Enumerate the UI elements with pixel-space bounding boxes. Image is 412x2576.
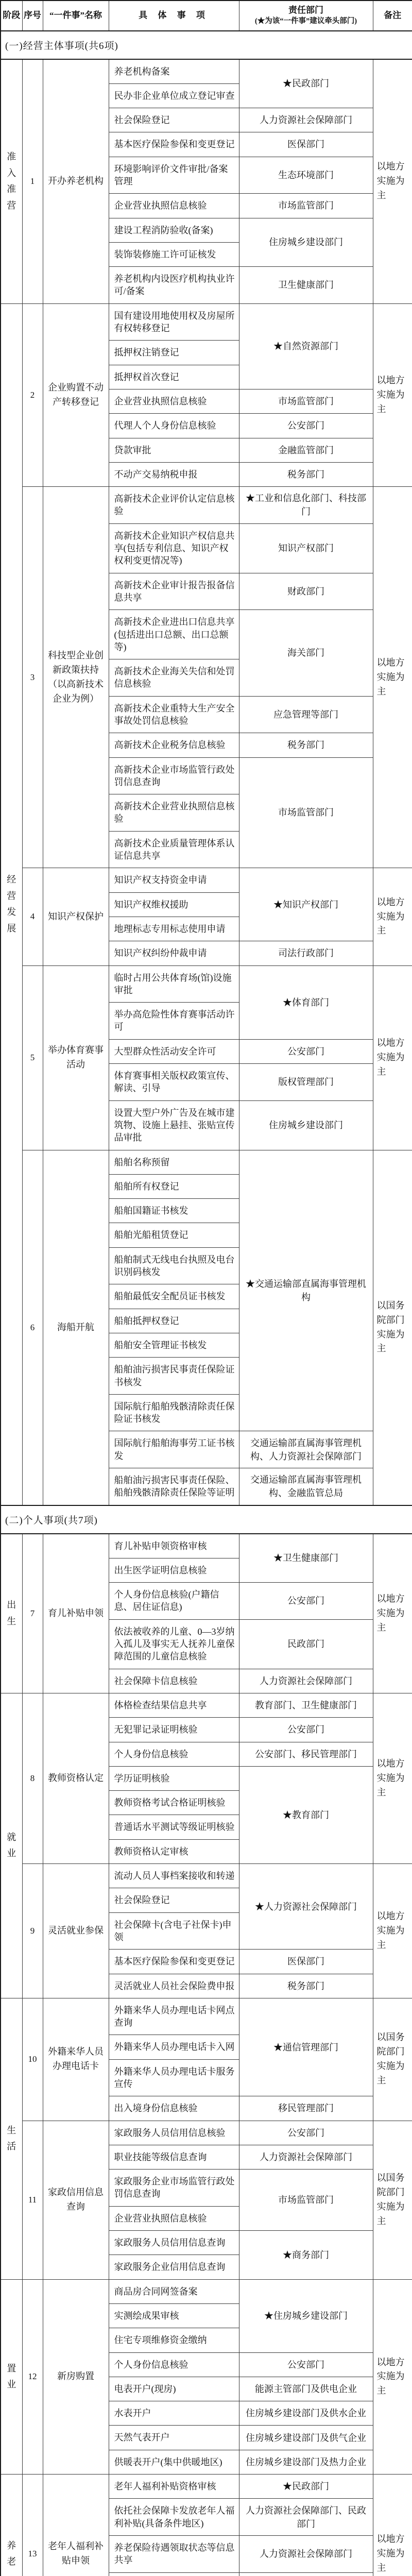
item-cell: 出入境身份信息核验 bbox=[109, 2096, 239, 2121]
item-cell: 高新技术企业进出口信息共享(包括进出口总额、出口总额等) bbox=[109, 610, 239, 659]
item-cell: 基本医疗保险参保和变更登记 bbox=[109, 1950, 239, 1974]
dept-cell: ★民政部门 bbox=[239, 2475, 373, 2499]
item-cell: 职业技能等级信息查询 bbox=[109, 2145, 239, 2169]
item-row bbox=[1, 1534, 412, 1558]
dept-cell: ★教育部门 bbox=[239, 1766, 373, 1863]
stage-cell bbox=[1, 1998, 22, 2279]
stage-cell bbox=[1, 59, 22, 304]
item-row bbox=[1, 59, 412, 84]
remark-cell: 以地方实施为主 bbox=[373, 1693, 412, 1863]
item-cell: 企业营业执照信息核验 bbox=[109, 389, 239, 413]
dept-cell: 教育部门、卫生健康部门 bbox=[239, 1693, 373, 1717]
item-cell: 船舶抵押权登记 bbox=[109, 1309, 239, 1333]
dept-cell: 交通运输部直属海事管理机构、金融监管总局 bbox=[239, 1468, 373, 1505]
item-cell: 外籍来华人员办理电话卡网点查询 bbox=[109, 1998, 239, 2035]
dept-cell: 市场监管部门 bbox=[239, 2170, 373, 2231]
dept-cell: 人力资源社会保障部门 bbox=[239, 2535, 373, 2572]
item-cell: 高新技术企业评价认定信息核验 bbox=[109, 487, 239, 524]
item-cell: 依法被收养的儿童、0—3岁纳入孤儿及事实无人抚养儿童保障范围的儿童信息核验 bbox=[109, 1619, 239, 1669]
dept-cell: 金融监管部门 bbox=[239, 438, 373, 462]
seq-cell: 7 bbox=[22, 1534, 43, 1693]
item-cell: 知识产权支持资金申请 bbox=[109, 868, 239, 892]
item-cell: 国际航行船舶残骸清除责任保险证书核发 bbox=[109, 1394, 239, 1431]
remark-cell: 以地方实施为主 bbox=[373, 1864, 412, 1998]
section-title: (二)个人事项(共7项) bbox=[1, 1505, 412, 1534]
dept-cell: 公安部门 bbox=[239, 1718, 373, 1742]
seq-cell: 9 bbox=[22, 1864, 43, 1998]
stage-label: 准入准营 bbox=[6, 149, 17, 214]
stage-label: 置业 bbox=[6, 2361, 17, 2393]
dept-cell: 税务部门 bbox=[239, 462, 373, 486]
dept-cell: 交通运输部直属海事管理机构、人力资源社会保障部门 bbox=[239, 1431, 373, 1468]
table-header bbox=[1, 1, 412, 31]
dept-cell: 市场监管部门 bbox=[239, 389, 373, 413]
name-cell: 知识产权保护 bbox=[43, 868, 109, 965]
remark-cell: 以地方实施为主 bbox=[373, 965, 412, 1150]
stage-label: 养老 bbox=[6, 2538, 17, 2570]
name-cell: 开办养老机构 bbox=[43, 59, 109, 304]
stage-cell bbox=[1, 303, 22, 1505]
item-row bbox=[1, 1998, 412, 2035]
remark-cell: 以国务院部门实施为主 bbox=[373, 1998, 412, 2121]
item-cell: 教师资格考试合格证明核验 bbox=[109, 1791, 239, 1815]
dept-cell: 市场监管部门 bbox=[239, 194, 373, 218]
header-dept-line2: (★为该“一件事”建议牵头部门) bbox=[241, 16, 372, 27]
item-cell: 船舶安全管理证书核发 bbox=[109, 1333, 239, 1357]
stage-cell bbox=[1, 2475, 22, 2576]
dept-cell: ★民政部门 bbox=[239, 59, 373, 108]
item-cell: 船舶名称预留 bbox=[109, 1150, 239, 1174]
item-row bbox=[1, 965, 412, 1003]
header-name: “一件事”名称 bbox=[43, 1, 109, 31]
dept-cell: 住房城乡建设部门及供气企业 bbox=[239, 2426, 373, 2450]
item-cell: 不动产交易纳税申报 bbox=[109, 462, 239, 486]
item-cell: 外籍来华人员办理电话卡入网 bbox=[109, 2035, 239, 2059]
seq-cell: 12 bbox=[22, 2279, 43, 2474]
dept-cell: 生态环境部门 bbox=[239, 157, 373, 194]
stage-label: 生活 bbox=[6, 2123, 17, 2155]
seq-cell: 13 bbox=[22, 2475, 43, 2576]
item-cell: 高新技术企业海关失信和处罚信息核验 bbox=[109, 659, 239, 697]
name-cell: 育儿补贴申领 bbox=[43, 1534, 109, 1693]
dept-cell: 公安部门 bbox=[239, 2121, 373, 2145]
item-cell: 普通话水平测试等级证明核验 bbox=[109, 1815, 239, 1839]
item-cell: 高新技术企业营业执照信息核验 bbox=[109, 794, 239, 832]
seq-cell: 1 bbox=[22, 59, 43, 304]
item-cell: 教师资格认定审核 bbox=[109, 1839, 239, 1863]
dept-cell: 民政部门 bbox=[239, 1619, 373, 1669]
seq-cell: 11 bbox=[22, 2121, 43, 2279]
item-row bbox=[1, 2121, 412, 2145]
section-row bbox=[1, 31, 412, 59]
item-cell: 高新技术企业税务信息核验 bbox=[109, 733, 239, 757]
dept-cell: 司法行政部门 bbox=[239, 941, 373, 965]
name-cell: 灵活就业参保 bbox=[43, 1864, 109, 1998]
item-cell: 贷款审批 bbox=[109, 438, 239, 462]
item-cell: 个人身份信息核验 bbox=[109, 1742, 239, 1766]
item-cell: 天然气表开户 bbox=[109, 2426, 239, 2450]
table-body bbox=[1, 31, 412, 2576]
item-cell: 实测绘成果审核 bbox=[109, 2303, 239, 2328]
item-cell: 环境影响评价文件审批/备案管理 bbox=[109, 157, 239, 194]
item-cell: 外籍来华人员办理电话卡服务宣传 bbox=[109, 2059, 239, 2096]
item-cell: 船舶油污损害民事责任保险、船舶残骸清除责任保险等证明 bbox=[109, 1468, 239, 1505]
item-cell: 国有建设用地使用权及房屋所有权转移登记 bbox=[109, 303, 239, 341]
item-cell: 水表开户 bbox=[109, 2401, 239, 2426]
item-cell bbox=[109, 2572, 239, 2576]
item-cell: 社会保障卡(含电子社保卡)申领 bbox=[109, 1912, 239, 1950]
dept-cell: 应急管理等部门 bbox=[239, 696, 373, 733]
seq-cell: 8 bbox=[22, 1693, 43, 1863]
remark-cell: 以国务院部门实施为主 bbox=[373, 1150, 412, 1505]
seq-cell: 2 bbox=[22, 303, 43, 486]
dept-cell: 公安部门 bbox=[239, 1583, 373, 1620]
name-cell: 外籍来华人员办理电话卡 bbox=[43, 1998, 109, 2121]
item-row bbox=[1, 1693, 412, 1717]
item-cell: 电表开户(现房) bbox=[109, 2377, 239, 2401]
dept-cell: 医保部门 bbox=[239, 1950, 373, 1974]
item-row bbox=[1, 1150, 412, 1174]
dept-cell: 住房城乡建设部门 bbox=[239, 1100, 373, 1150]
item-cell: 船舶国籍证书核发 bbox=[109, 1199, 239, 1223]
item-cell: 高新技术企业质量管理体系认证信息共享 bbox=[109, 831, 239, 868]
dept-cell: ★商务部门 bbox=[239, 2231, 373, 2280]
item-cell: 船舶所有权登记 bbox=[109, 1174, 239, 1198]
item-cell: 知识产权维权援助 bbox=[109, 892, 239, 917]
dept-cell: 人力资源社会保障部门、民政部门 bbox=[239, 2499, 373, 2536]
name-cell: 新房购置 bbox=[43, 2279, 109, 2474]
item-cell: 高新技术企业市场监管行政处罚信息查询 bbox=[109, 757, 239, 794]
stage-cell bbox=[1, 1534, 22, 1693]
item-cell: 社会保险登记 bbox=[109, 108, 239, 132]
item-cell: 基本医疗保险参保和变更登记 bbox=[109, 132, 239, 157]
remark-cell: 以地方实施为主 bbox=[373, 59, 412, 304]
name-cell: 举办体育赛事活动 bbox=[43, 965, 109, 1150]
item-row bbox=[1, 2475, 412, 2499]
name-cell: 老年人福利补贴申领 bbox=[43, 2475, 109, 2576]
item-cell: 抵押权注销登记 bbox=[109, 341, 239, 365]
name-cell: 教师资格认定 bbox=[43, 1693, 109, 1863]
item-cell: 船舶制式无线电台执照及电台识别码核发 bbox=[109, 1247, 239, 1284]
dept-cell: 知识产权部门 bbox=[239, 523, 373, 573]
dept-cell: 财政部门 bbox=[239, 573, 373, 610]
item-cell: 依托社会保障卡发放老年人福利补贴(具备条件地区) bbox=[109, 2499, 239, 2536]
stage-label: 就业 bbox=[6, 1829, 17, 1862]
dept-cell: 能源主管部门及供电企业 bbox=[239, 2377, 373, 2401]
item-cell: 学历证明核验 bbox=[109, 1766, 239, 1790]
item-cell: 养老机构备案 bbox=[109, 59, 239, 84]
item-cell: 建设工程消防验收(备案) bbox=[109, 218, 239, 242]
header-items: 具 体 事 项 bbox=[109, 1, 239, 31]
dept-cell: 海关部门 bbox=[239, 610, 373, 696]
header-stage: 阶段 bbox=[1, 1, 22, 31]
dept-cell: ★通信管理部门 bbox=[239, 1998, 373, 2096]
item-cell: 抵押权首次登记 bbox=[109, 365, 239, 389]
item-cell: 灵活就业人员社会保险费申报 bbox=[109, 1974, 239, 1998]
item-cell: 商品房合同网签备案 bbox=[109, 2279, 239, 2303]
name-cell: 海船开航 bbox=[43, 1150, 109, 1505]
section-title: (一)经营主体事项(共6项) bbox=[1, 31, 412, 59]
dept-cell: ★交通运输部直属海事管理机构 bbox=[239, 1150, 373, 1431]
item-cell: 住宅专项维修资金缴纳 bbox=[109, 2328, 239, 2352]
remark-cell: 以地方实施为主 bbox=[373, 487, 412, 868]
item-cell: 体格检查结果信息共享 bbox=[109, 1693, 239, 1717]
dept-cell: 公安部门、移民管理部门 bbox=[239, 1742, 373, 1766]
stage-cell bbox=[1, 2279, 22, 2474]
item-cell: 体育赛事相关版权政策宣传、解读、引导 bbox=[109, 1064, 239, 1101]
item-cell: 社会保险登记 bbox=[109, 1888, 239, 1912]
dept-cell: ★知识产权部门 bbox=[239, 868, 373, 941]
item-cell: 家政服务人员信用信息核验 bbox=[109, 2121, 239, 2145]
remark-cell: 以地方实施为主 bbox=[373, 2475, 412, 2576]
item-cell: 养老机构内设医疗机构执业许可/备案 bbox=[109, 267, 239, 304]
dept-cell: ★工业和信息化部门、科技部门 bbox=[239, 487, 373, 524]
dept-cell: 住房城乡建设部门及供水企业 bbox=[239, 2401, 373, 2426]
item-cell: 家政服务企业市场监管行政处罚信息查询 bbox=[109, 2170, 239, 2207]
item-cell: 装饰装修施工许可证核发 bbox=[109, 242, 239, 266]
name-cell: 企业购置不动产转移登记 bbox=[43, 303, 109, 486]
header-remark: 备注 bbox=[373, 1, 412, 31]
item-cell: 船舶最低安全配员证书核发 bbox=[109, 1284, 239, 1309]
dept-cell: 公安部门 bbox=[239, 1039, 373, 1063]
dept-cell: 住房城乡建设部门及热力企业 bbox=[239, 2450, 373, 2474]
item-cell: 个人身份信息核验 bbox=[109, 2352, 239, 2377]
dept-cell: 人力资源社会保障部门 bbox=[239, 1669, 373, 1693]
dept-cell: 移民管理部门 bbox=[239, 2096, 373, 2121]
seq-cell: 6 bbox=[22, 1150, 43, 1505]
name-cell: 家政信用信息查询 bbox=[43, 2121, 109, 2279]
item-cell: 船舶油污损害民事责任保险证书核发 bbox=[109, 1358, 239, 1395]
header-seq: 序号 bbox=[22, 1, 43, 31]
remark-cell: 以地方实施为主 bbox=[373, 303, 412, 486]
dept-cell: 人力资源社会保障部门 bbox=[239, 2145, 373, 2169]
item-row bbox=[1, 868, 412, 892]
dept-cell: 医保部门 bbox=[239, 132, 373, 157]
item-cell: 民办非企业单位成立登记审查 bbox=[109, 83, 239, 108]
dept-cell: 税务部门 bbox=[239, 733, 373, 757]
item-cell: 设置大型户外广告及在城市建筑物、设施上悬挂、张贴宣传品审批 bbox=[109, 1100, 239, 1150]
item-cell: 企业营业执照信息核验 bbox=[109, 2206, 239, 2230]
section-row bbox=[1, 1505, 412, 1534]
seq-cell: 5 bbox=[22, 965, 43, 1150]
dept-cell: ★体育部门 bbox=[239, 965, 373, 1039]
stage-label: 出生 bbox=[6, 1597, 17, 1630]
dept-cell bbox=[239, 2572, 373, 2576]
item-row bbox=[1, 2279, 412, 2303]
item-cell: 高新技术企业知识产权信息共享(包括专利信息、知识产权权利变更情况等) bbox=[109, 523, 239, 573]
item-cell: 家政服务企业信用信息查询 bbox=[109, 2255, 239, 2279]
item-cell: 个人身份信息核验(户籍信息、居住证信息) bbox=[109, 1583, 239, 1620]
item-cell: 无犯罪记录证明核验 bbox=[109, 1718, 239, 1742]
seq-cell: 3 bbox=[22, 487, 43, 868]
item-cell: 企业营业执照信息核验 bbox=[109, 194, 239, 218]
dept-cell: ★人力资源社会保障部门 bbox=[239, 1864, 373, 1950]
dept-cell: 住房城乡建设部门 bbox=[239, 218, 373, 267]
item-cell: 流动人员人事档案接收和转递 bbox=[109, 1864, 239, 1888]
dept-cell: ★自然资源部门 bbox=[239, 303, 373, 389]
item-cell: 举办高危险性体育赛事活动许可 bbox=[109, 1003, 239, 1040]
dept-cell: 税务部门 bbox=[239, 1974, 373, 1998]
item-cell: 养老保险待遇领取状态等信息共享 bbox=[109, 2535, 239, 2572]
item-row bbox=[1, 487, 412, 524]
item-cell: 出生医学证明信息核验 bbox=[109, 1558, 239, 1582]
name-cell: 科技型企业创新政策扶持（以高新技术企业为例） bbox=[43, 487, 109, 868]
item-cell: 高新技术企业重特大生产安全事故处罚信息核验 bbox=[109, 696, 239, 733]
item-cell: 知识产权纠纷仲裁申请 bbox=[109, 941, 239, 965]
item-cell: 船舶光船租赁登记 bbox=[109, 1223, 239, 1247]
dept-cell: 版权管理部门 bbox=[239, 1064, 373, 1101]
dept-cell: 公安部门 bbox=[239, 414, 373, 438]
item-cell: 大型群众性活动安全许可 bbox=[109, 1039, 239, 1063]
dept-cell: 公安部门 bbox=[239, 2352, 373, 2377]
remark-cell: 以地方实施为主 bbox=[373, 2279, 412, 2474]
stage-label: 经营发展 bbox=[6, 872, 17, 937]
item-cell: 高新技术企业审计报告报备信息共享 bbox=[109, 573, 239, 610]
dept-cell: 卫生健康部门 bbox=[239, 267, 373, 304]
item-row bbox=[1, 303, 412, 341]
item-row bbox=[1, 1864, 412, 1888]
item-cell: 供暖表开户(集中供暖地区) bbox=[109, 2450, 239, 2474]
header-dept-line1: 责任部门 bbox=[241, 5, 372, 16]
dept-cell: 人力资源社会保障部门 bbox=[239, 108, 373, 132]
remark-cell: 以国务院部门实施为主 bbox=[373, 2121, 412, 2279]
item-cell: 代理人个人身份信息核验 bbox=[109, 414, 239, 438]
item-cell: 老年人福利补贴资格审核 bbox=[109, 2475, 239, 2499]
item-cell: 国际航行船舶海事劳工证书核发 bbox=[109, 1431, 239, 1468]
remark-cell: 以地方实施为主 bbox=[373, 868, 412, 965]
dept-cell: 市场监管部门 bbox=[239, 757, 373, 868]
header-dept bbox=[239, 1, 373, 31]
item-cell: 临时占用公共体育场(馆)设施审批 bbox=[109, 965, 239, 1003]
item-cell: 地理标志专用标志使用申请 bbox=[109, 917, 239, 941]
item-cell: 育儿补贴申领资格审核 bbox=[109, 1534, 239, 1558]
item-cell: 社会保障卡信息核验 bbox=[109, 1669, 239, 1693]
dept-cell: ★住房城乡建设部门 bbox=[239, 2279, 373, 2352]
seq-cell: 10 bbox=[22, 1998, 43, 2121]
dept-cell: ★卫生健康部门 bbox=[239, 1534, 373, 1583]
item-cell: 家政服务人员信用信息查询 bbox=[109, 2231, 239, 2255]
seq-cell: 4 bbox=[22, 868, 43, 965]
remark-cell: 以地方实施为主 bbox=[373, 1534, 412, 1693]
stage-cell bbox=[1, 1693, 22, 1998]
